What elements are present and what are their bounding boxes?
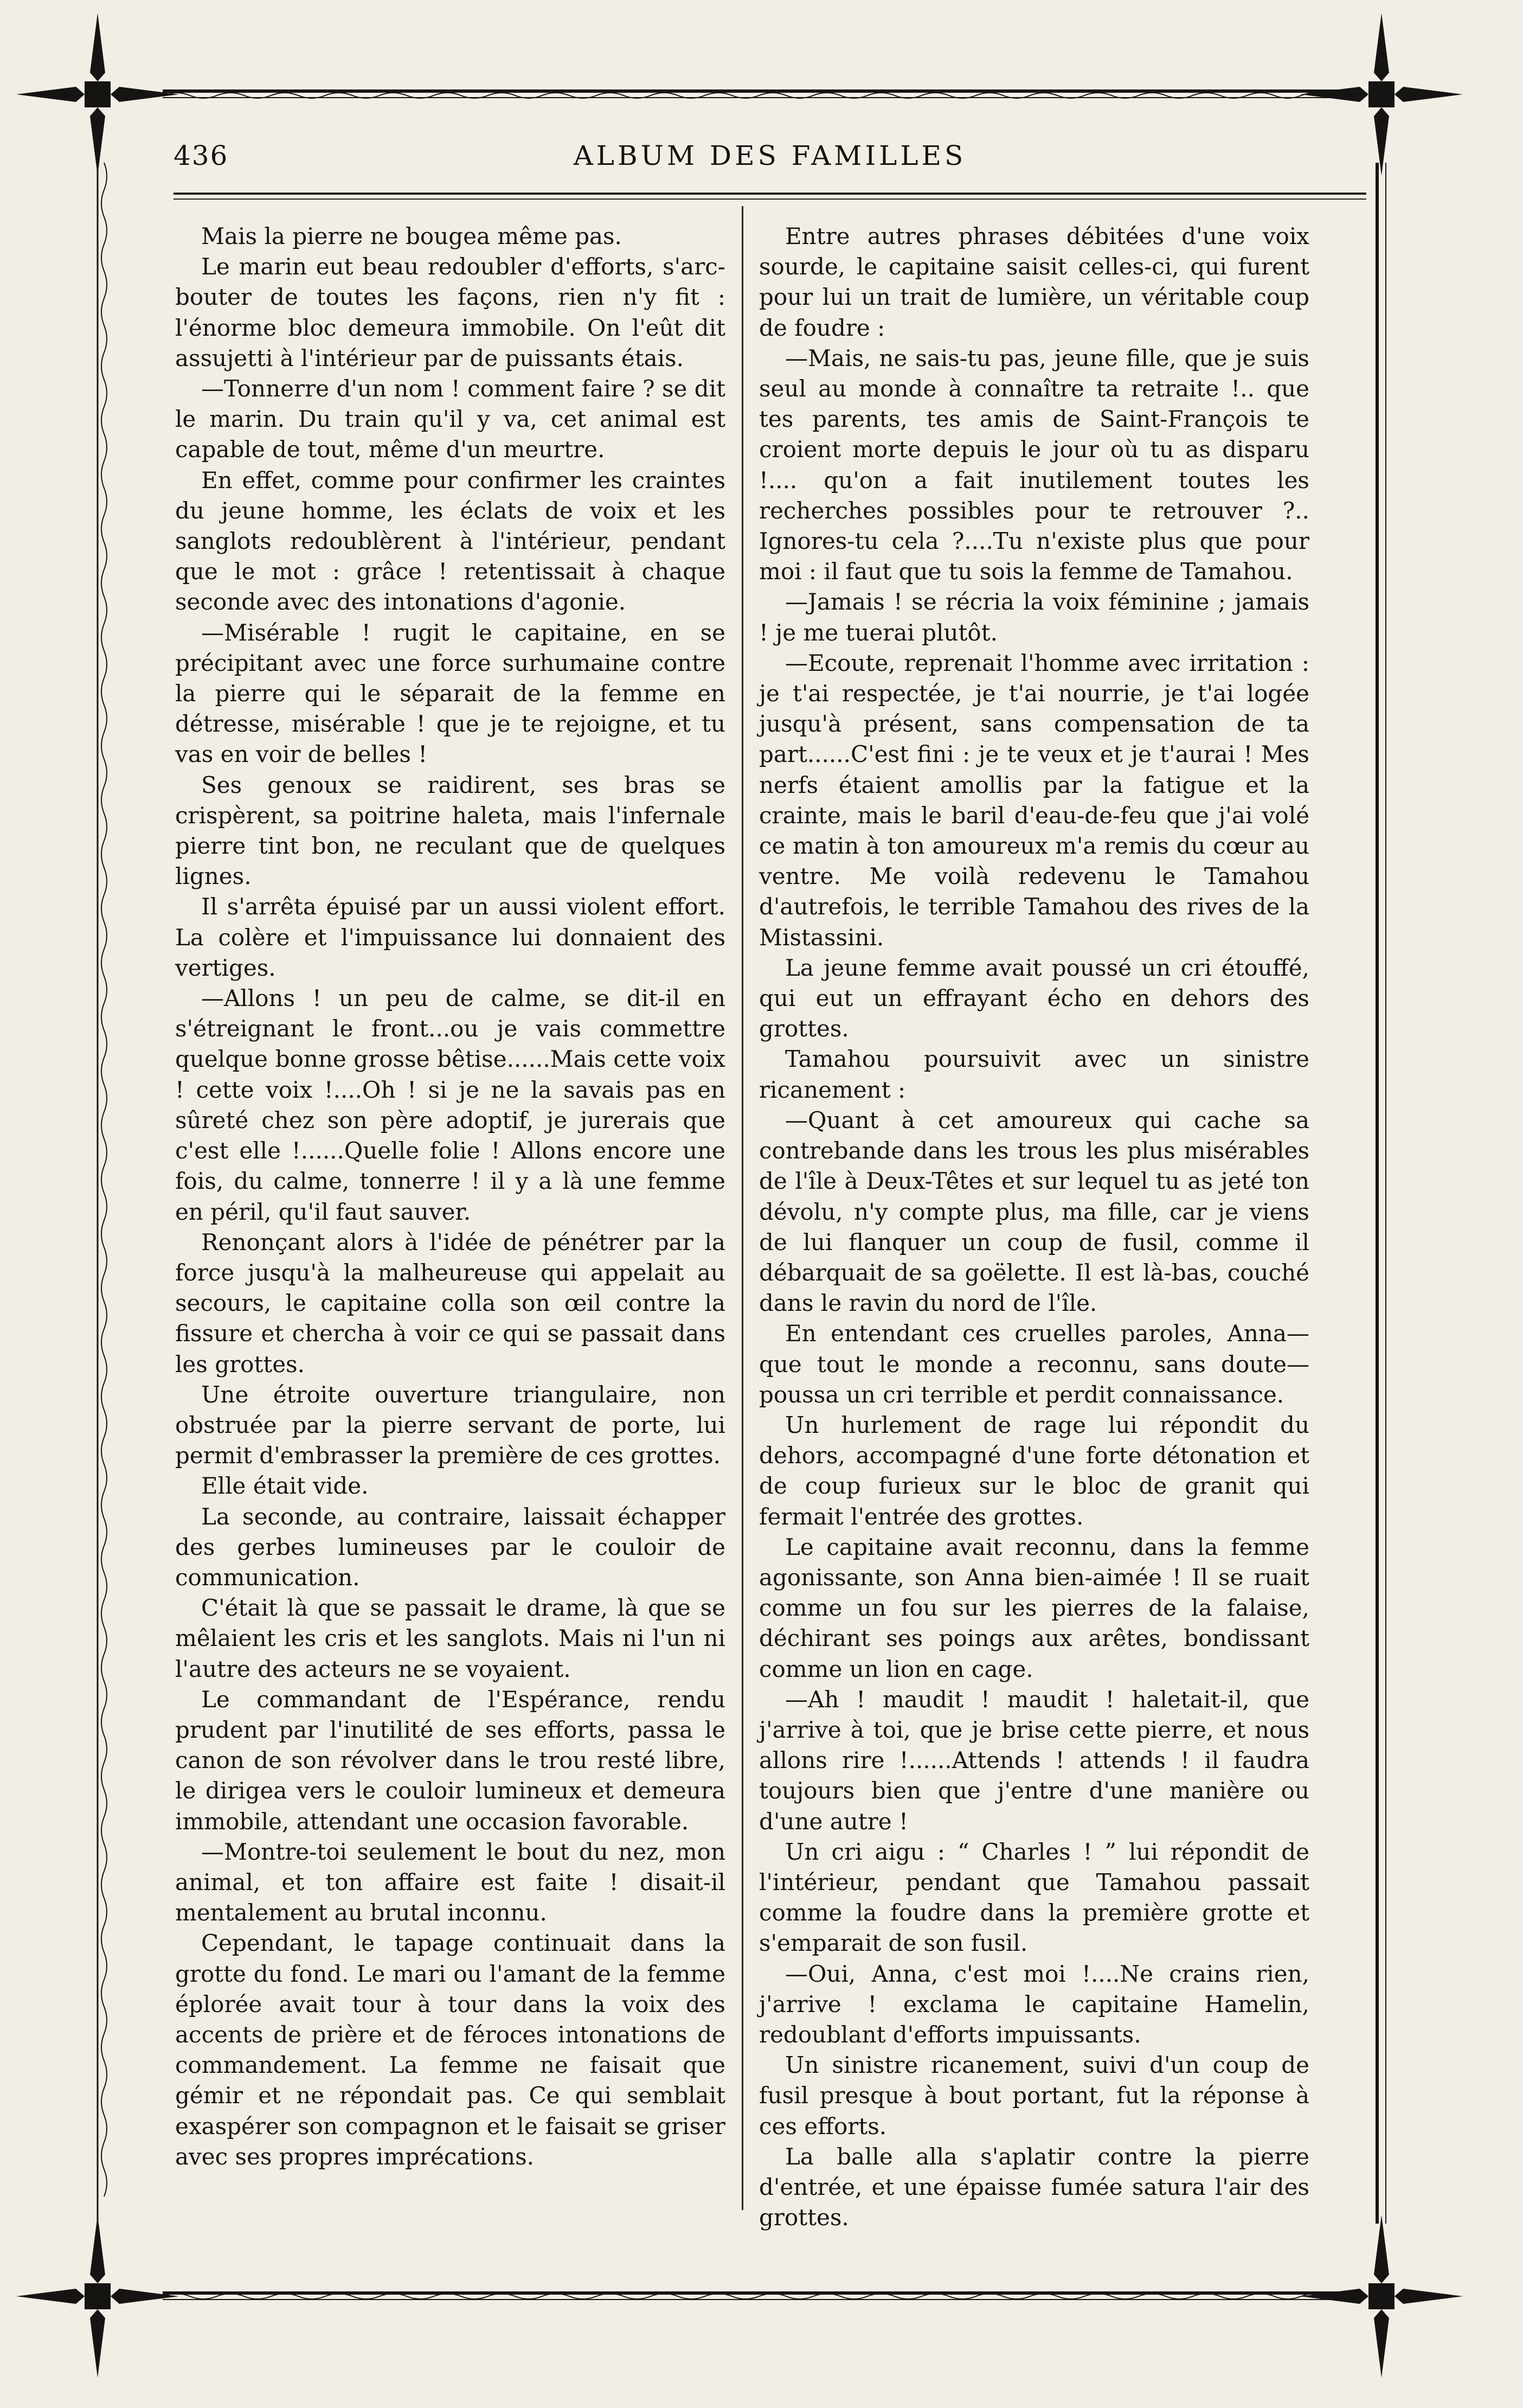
paragraph: Ses genoux se raidirent, ses bras se crispèrent, sa poitrine haleta, mais l'infernale pierre tint bon, ne reculant que de quelques lignes. xyxy=(175,771,725,890)
paragraph: Renonçant alors à l'idée de pénétrer par la force jusqu'à la malheureuse qui appelait au secours, le capitaine colla son œil contre la fissure et chercha à voir ce qui se passait dans les grottes. xyxy=(175,1228,725,1378)
paragraph: Un hurlement de rage lui répondit du dehors, accompagné d'une forte détonation et de coup furieux sur le bloc de granit qui fermait l'entrée des grottes. xyxy=(759,1411,1309,1530)
paragraph: —Montre-toi seulement le bout du nez, mon animal, et ton affaire est faite ! disait-il mentalement au brutal inconnu. xyxy=(175,1838,725,1926)
paragraph: La seconde, au contraire, laissait échapper des gerbes lumineuses par le couloir de communication. xyxy=(175,1503,725,1591)
paragraph: —Tonnerre d'un nom ! comment faire ? se dit le marin. Du train qu'il y va, cet animal est capable de tout, même d'un meurtre. xyxy=(175,375,725,463)
paragraph: —Oui, Anna, c'est moi !....Ne crains rien, j'arrive ! exclama le capitaine Hamelin, redoublant d'efforts impuissants. xyxy=(759,1960,1309,2048)
left-column xyxy=(175,221,725,2172)
paragraph: La balle alla s'aplatir contre la pierre d'entrée, et une épaisse fumée satura l'air des grottes. xyxy=(759,2143,1309,2231)
paragraph: Elle était vide. xyxy=(201,1472,369,1500)
paragraph: —Ecoute, reprenait l'homme avec irritation : je t'ai respectée, je t'ai nourrie, je t'ai logée jusqu'à présent, sans compensation de ta part......C'est fini : je te veux et je t'aurai ! Mes nerfs étaient amollis par la fatigue et la crainte, mais le baril d'eau-de-feu que j'ai volé ce matin à ton amoureux m'a remis du cœur au ventre. Me voilà redevenu le Tamahou d'autrefois, le terrible Tamahou des rives de la Mistassini. xyxy=(759,649,1309,951)
paragraph: Entre autres phrases débitées d'une voix sourde, le capitaine saisit celles-ci, qui furent pour lui un trait de lumière, un véritable coup de foudre : xyxy=(759,223,1309,341)
paragraph: Tamahou poursuivit avec un sinistre ricanement : xyxy=(759,1046,1309,1103)
paragraph: Une étroite ouverture triangulaire, non obstruée par la pierre servant de porte, lui permit d'embrasser la première de ces grottes. xyxy=(175,1381,725,1469)
paragraph: —Mais, ne sais-tu pas, jeune fille, que je suis seul au monde à connaître ta retraite !.. que tes parents, tes amis de Saint-François te croient morte depuis le jour où tu as disparu !.... qu'on a fait inutilement toutes les recherches possibles pour te retrouver ?.. Ignores-tu cela ?....Tu n'existe plus que pour moi : il faut que tu sois la femme de Tamahou. xyxy=(759,344,1309,585)
paragraph: En entendant ces cruelles paroles, Anna—que tout le monde a reconnu, sans doute—poussa un cri terrible et perdit connaissance. xyxy=(759,1320,1309,1408)
column-divider xyxy=(742,206,743,2210)
page-number: 436 xyxy=(173,140,229,171)
running-title: ALBUM DES FAMILLES xyxy=(573,140,967,171)
paragraph: Le marin eut beau redoubler d'efforts, s'arc-bouter de toutes les façons, rien n'y fit : l'énorme bloc demeura immobile. On l'eût dit assujetti à l'intérieur par de puissants étais. xyxy=(175,253,725,372)
header-rule xyxy=(173,193,1366,195)
paragraph: —Jamais ! se récria la voix féminine ; jamais ! je me tuerai plutôt. xyxy=(759,588,1309,646)
paragraph: Le commandant de l'Espérance, rendu prudent par l'inutilité de ses efforts, passa le canon de son révolver dans le trou resté libre, le dirigea vers le couloir lumineux et demeura immobile, attendant une occasion favorable. xyxy=(175,1686,725,1835)
paragraph: Mais la pierre ne bougea même pas. xyxy=(201,223,622,249)
paragraph: —Quant à cet amoureux qui cache sa contrebande dans les trous les plus misérables de l'île à Deux-Têtes et sur lequel tu as jeté ton dévolu, n'y compte plus, ma fille, car je viens de lui flanquer un coup de fusil, comme il débarquait de sa goëlette. Il est là-bas, couché dans le ravin du nord de l'île. xyxy=(759,1106,1309,1317)
paragraph: Cependant, le tapage continuait dans la grotte du fond. Le mari ou l'amant de la femme éplorée avait tour à tour dans la voix des accents de prière et de féroces intonations de commandement. La femme ne faisait que gémir et ne répondait pas. Ce qui semblait exaspérer son compagnon et le faisait se griser avec ses propres imprécations. xyxy=(175,1930,725,2170)
paragraph: C'était là que se passait le drame, là que se mêlaient les cris et les sanglots. Mais ni l'un ni l'autre des acteurs ne se voyaient. xyxy=(175,1594,725,1682)
paragraph: —Allons ! un peu de calme, se dit-il en s'étreignant le front...ou je vais commettre quelque bonne grosse bêtise......Mais cette voix ! cette voix !....Oh ! si je ne la savais pas en sûreté chez son père adoptif, je jurerais que c'est elle !......Quelle folie ! Allons encore une fois, du calme, tonnerre ! il y a là une femme en péril, qu'il faut sauver. xyxy=(175,985,725,1225)
paragraph: La jeune femme avait poussé un cri étouffé, qui eut un effrayant écho en dehors des grottes. xyxy=(759,954,1309,1042)
paragraph: En effet, comme pour confirmer les craintes du jeune homme, les éclats de voix et les sanglots redoublèrent à l'intérieur, pendant que le mot : grâce ! retentissait à chaque seconde avec des intonations d'agonie. xyxy=(175,466,725,616)
paragraph: —Misérable ! rugit le capitaine, en se précipitant avec une force surhumaine contre la pierre qui le séparait de la femme en détresse, misérable ! que je te rejoigne, et tu vas en voir de belles ! xyxy=(175,619,725,768)
paragraph: Il s'arrêta épuisé par un aussi violent effort. La colère et l'impuissance lui donnaient des vertiges. xyxy=(175,893,725,981)
paragraph: Un cri aigu : “ Charles ! ” lui répondit de l'intérieur, pendant que Tamahou passait comme la foudre dans la première grotte et s'emparait de son fusil. xyxy=(759,1838,1309,1957)
paragraph: Un sinistre ricanement, suivi d'un coup de fusil presque à bout portant, fut la réponse à ces efforts. xyxy=(759,2052,1309,2140)
paragraph: Le capitaine avait reconnu, dans la femme agonissante, son Anna bien-aimée ! Il se ruait comme un fou sur les pierres de la falaise, déchirant ses poings aux arêtes, bondissant comme un lion en cage. xyxy=(759,1533,1309,1682)
right-column xyxy=(759,221,1309,2233)
paragraph: —Ah ! maudit ! maudit ! haletait-il, que j'arrive à toi, que je brise cette pierre, et nous allons rire !......Attends ! attends ! il faudra toujours bien que j'entre d'une manière ou d'une autre ! xyxy=(759,1686,1309,1835)
header-rule-thin xyxy=(173,198,1366,200)
page-header xyxy=(173,130,1366,179)
